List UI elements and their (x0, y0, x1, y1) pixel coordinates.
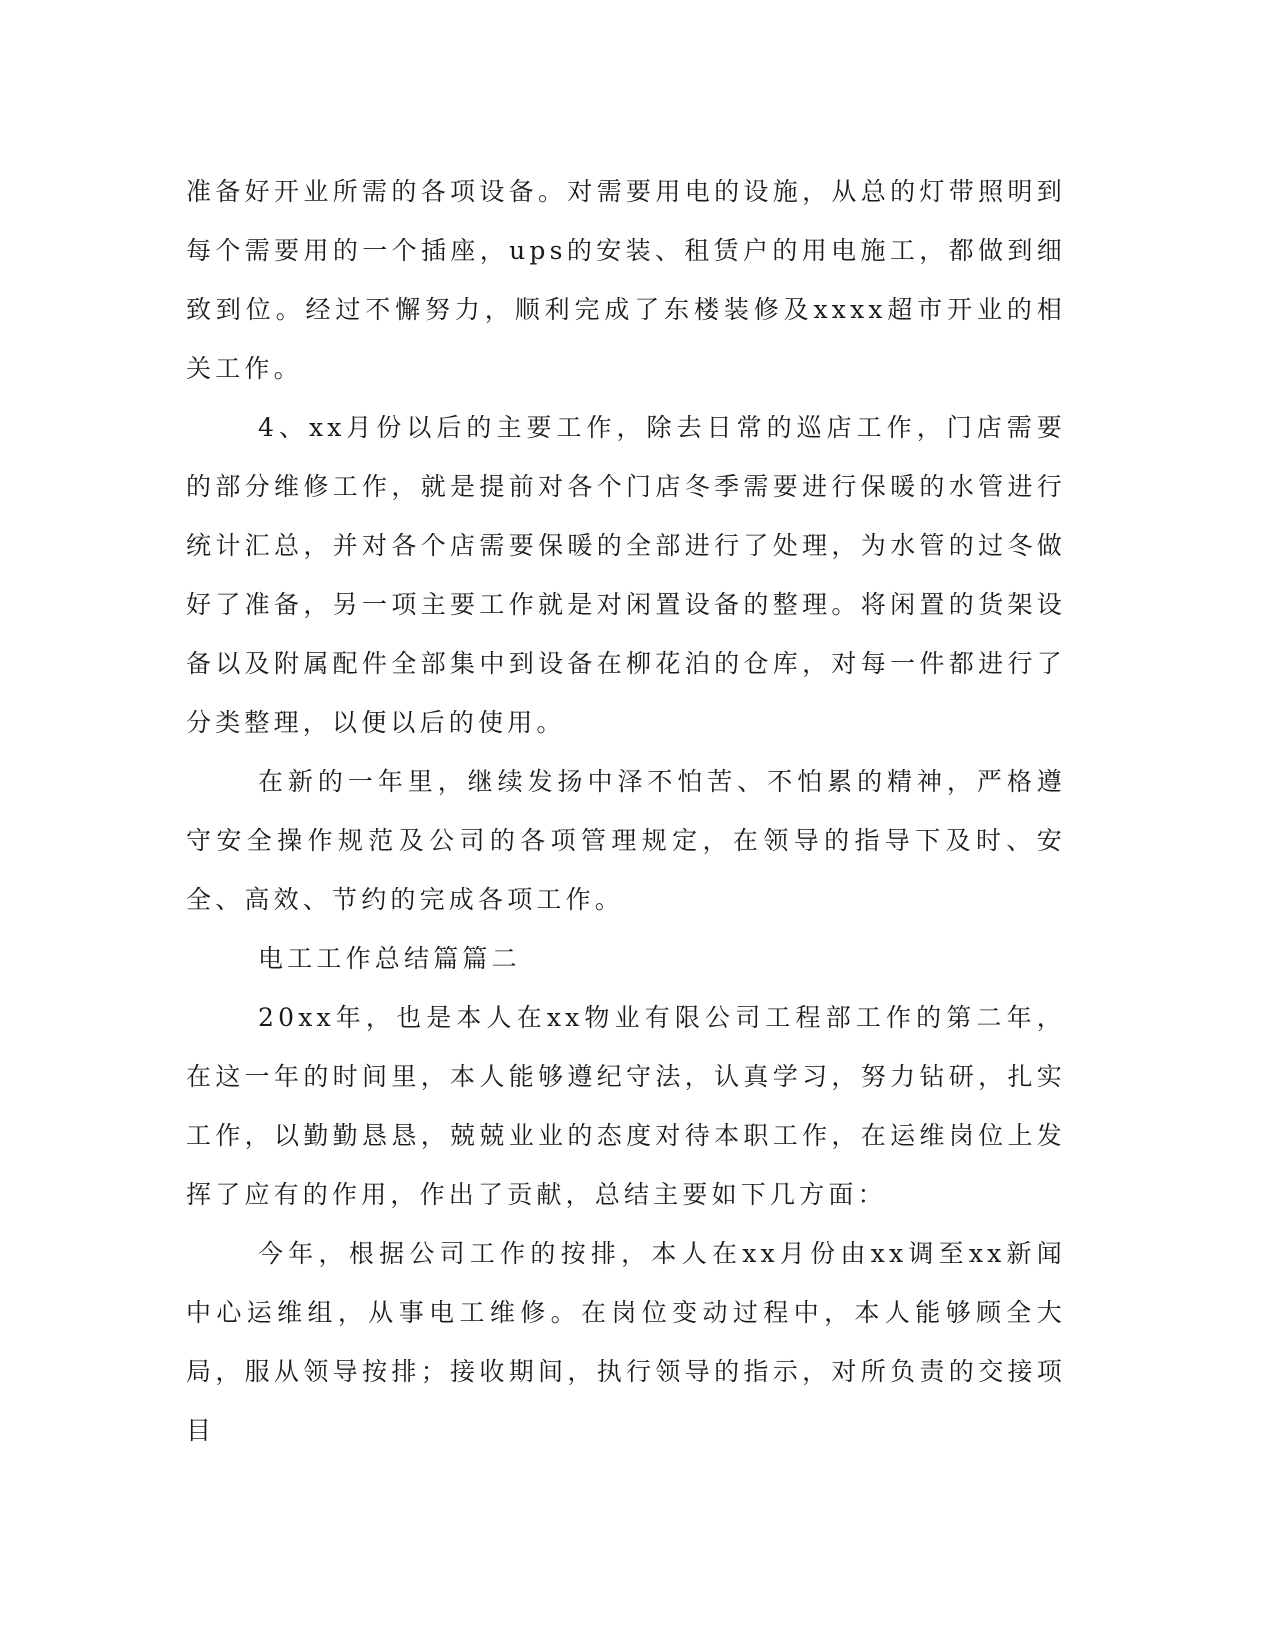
paragraph-equipment-preparation: 准备好开业所需的各项设备。对需要用电的设施，从总的灯带照明到每个需要用的一个插座，ups的安装、租赁户的用电施工，都做到细致到位。经过不懈努力，顺利完成了东楼装修及xxxx超市开业的相关工作。 (186, 177, 1066, 383)
document-body (186, 162, 1066, 1460)
paragraph-second-year-summary: 20xx年，也是本人在xx物业有限公司工程部工作的第二年，在这一年的时间里，本人能够遵纪守法，认真学习，努力钻研，扎实工作，以勤勤恳恳，兢兢业业的态度对待本职工作，在运维岗位上发挥了应有的作用，作出了贡献，总结主要如下几方面： (186, 1003, 1066, 1209)
paragraph-later-months-work: 4、xx月份以后的主要工作，除去日常的巡店工作，门店需要的部分维修工作，就是提前对各个门店冬季需要进行保暖的水管进行统计汇总，并对各个店需要保暖的全部进行了处理，为水管的过冬做好了准备，另一项主要工作就是对闲置设备的整理。将闲置的货架设备以及附属配件全部集中到设备在柳花泊的仓库，对每一件都进行了分类整理，以便以后的使用。 (186, 413, 1066, 737)
section-heading: 电工工作总结篇篇二 (258, 944, 521, 973)
paragraph-transfer: 今年，根据公司工作的按排，本人在xx月份由xx调至xx新闻中心运维组，从事电工维修。在岗位变动过程中，本人能够顾全大局，服从领导按排；接收期间，执行领导的指示，对所负责的交接项目 (186, 1239, 1066, 1445)
paragraph-new-year-goals: 在新的一年里，继续发扬中泽不怕苦、不怕累的精神，严格遵守安全操作规范及公司的各项管理规定，在领导的指导下及时、安全、高效、节约的完成各项工作。 (186, 767, 1066, 914)
